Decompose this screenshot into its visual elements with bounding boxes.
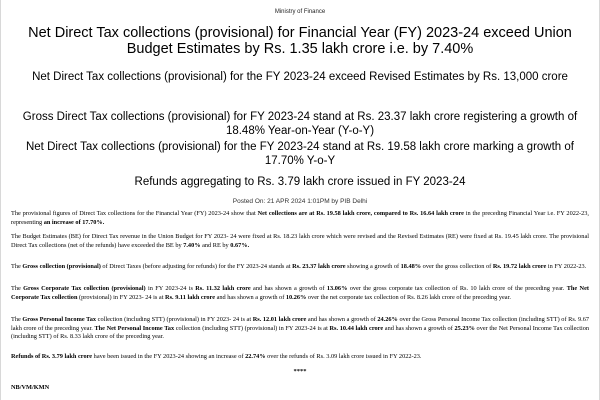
bold-text: Rs. 19.72 lakh crore — [492, 263, 547, 270]
footer-initials: NB/VM/KMN — [11, 384, 50, 391]
text: over the refunds of Rs. 3.09 lakh crore issued in FY 2022-23. — [265, 353, 422, 360]
bold-text: 0.67%. — [230, 241, 250, 249]
text: The — [11, 316, 23, 323]
text: over the gross corporate tax collection of Rs. 10 lakh crore of the preceding year. — [347, 285, 567, 292]
text: The — [11, 263, 23, 270]
bold-text: 22.74% — [245, 353, 266, 360]
paragraph-net-collections — [11, 210, 589, 227]
bold-text: 7.40% — [183, 241, 201, 249]
bold-text: 13.06% — [326, 285, 348, 292]
paragraph-budget-estimates — [11, 233, 589, 250]
bold-text: Gross Corporate Tax collection (provisional) — [23, 285, 146, 292]
paragraph-refunds — [11, 353, 589, 362]
bold-text: 24.26% — [377, 316, 398, 323]
sub-headline-gross-collections: Gross Direct Tax collections (provisional) for FY 2023-24 stand at Rs. 23.37 lakh crore registering a growth of 18.48% Year-on-Year (Y-o-Y) — [22, 111, 578, 137]
bold-text: an increase of 17.70%. — [43, 218, 105, 226]
section-separator: **** — [293, 368, 307, 375]
main-headline: Net Direct Tax collections (provisional) for Financial Year (FY) 2023-24 exceed Union Budget Estimates by Rs. 1.35 lakh crore i.e. by 7.40% — [28, 25, 572, 57]
text: in FY 2022-23. — [546, 263, 587, 270]
text: in the preceding Financial Year i.e. FY 2022-23, representing — [11, 210, 589, 226]
text: (provisional) in FY 2023- 24 is at — [77, 293, 166, 301]
bold-text: Rs. 9.11 lakh crore — [165, 293, 216, 301]
text: in FY 2023-24 is — [145, 285, 196, 292]
ministry-label: Ministry of Finance — [274, 9, 326, 15]
text: of Direct Taxes (before adjusting for refunds) for the FY 2023-24 stands at — [100, 263, 293, 270]
text: and RE by — [200, 241, 231, 249]
bold-text: The Net Corporate Tax collection — [11, 285, 589, 301]
bold-text: 10.26% — [285, 293, 307, 301]
sub-headline-net-collections: Net Direct Tax collections (provisional) for the FY 2023-24 stand at Rs. 19.58 lakh crore marking a growth of 17.70% Y-o-Y — [25, 141, 574, 167]
bold-text: Gross collection (provisional) — [22, 263, 101, 270]
text: showing a growth of — [345, 263, 401, 270]
text: and has shown a growth of — [215, 293, 286, 301]
bold-text: Gross Personal Income Tax — [22, 316, 97, 323]
bold-text: Net collections are at Rs. 19.58 lakh crore, compared to Rs. 16.64 lakh crore — [257, 210, 464, 217]
text: have been issued in the FY 2023-24 showing an increase of — [92, 353, 246, 360]
bold-text: 18.48% — [400, 263, 422, 270]
bold-text: Rs. 23.37 lakh crore — [292, 263, 346, 270]
paragraph-gross-collection — [11, 263, 589, 272]
bold-text: Refunds of Rs. 3.79 lakh crore — [11, 353, 93, 360]
text: collection (including STT) (provisional) in FY 2023-24 is at — [174, 324, 330, 332]
text: collection (including STT) (provisional) in FY 2023- 24 is at — [96, 316, 253, 323]
text: The — [11, 285, 24, 292]
text: over the Gross Personal Income Tax collection (including STT) of Rs. 9.67 lakh crore of the preceding year. — [11, 316, 590, 332]
text: and has shown a growth of — [306, 316, 378, 323]
paragraph-personal-income-tax — [11, 316, 589, 342]
text: over the net corporate tax collection of Rs. 8.26 lakh crore of the preceding year. — [306, 293, 511, 301]
bold-text: The Net Personal Income Tax — [94, 324, 175, 332]
posted-date-line: Posted On: 21 APR 2024 1:01PM by PIB Delhi — [232, 198, 368, 205]
text: over the Net Personal Income Tax collection (including STT) of Rs. 8.33 lakh crore of the preceding year. — [11, 324, 590, 341]
text: over the gross collection of — [421, 263, 493, 270]
sub-headline-revised-estimates: Net Direct Tax collections (provisional) for the FY 2023-24 exceed Revised Estimates by Rs. 13,000 crore — [32, 71, 568, 83]
bold-text: Rs. 11.32 lakh crore — [195, 285, 251, 292]
paragraph-corporate-tax — [11, 285, 589, 302]
bold-text: Rs. 12.01 lakh crore — [252, 316, 307, 323]
text: and has shown a growth of — [250, 285, 327, 292]
bold-text: Rs. 10.44 lakh crore — [329, 324, 384, 332]
sub-headline-refunds: Refunds aggregating to Rs. 3.79 lakh crore issued in FY 2023-24 — [134, 176, 466, 188]
text: The provisional figures of Direct Tax collections for the Financial Year (FY) 2023-24 show that — [11, 210, 258, 217]
text: The Budget Estimates (BE) for Direct Tax revenue in the Union Budget for FY 2023- 24 were fixed at Rs. 18.23 lakh crore which were revised and the Revised Estimates (RE) were fixed at Rs. 19.45 lakh crore. The provisional Direct Tax collections (net of the refunds) have exceeded the BE by — [11, 233, 589, 249]
bold-text: 25.23% — [454, 324, 475, 332]
text: and has shown a growth of — [383, 324, 455, 332]
